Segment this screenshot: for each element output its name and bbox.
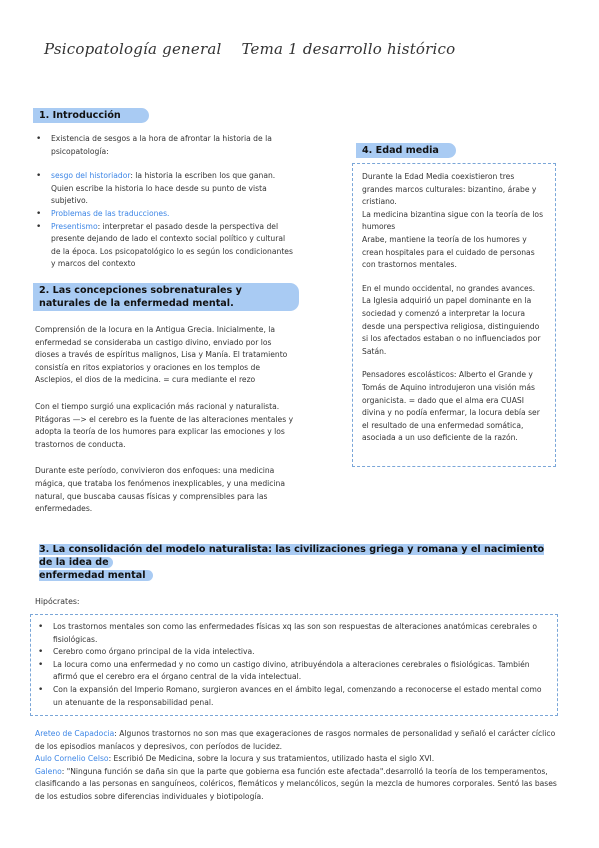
figures-list [35, 728, 557, 804]
section-1-heading: 1. Introducción [33, 108, 149, 123]
list-item: • La locura como una enfermedad y no como un castigo divino, atribuyéndola a alteraciones cerebrales o fisiológicas. También afirmó que el cerebro era el órgano central de la vida intelectual. [35, 659, 551, 684]
term-sesgo: sesgo del historiador [51, 171, 131, 181]
figure-celso: Aulo Cornelio Celso: Escribió De Medicina, sobre la locura y sus tratamientos, utilizado hasta el siglo XVI. [35, 754, 435, 764]
figure-areteo: Areteo de Capadocia: Algunos trastornos no son mas que exageraciones de rasgos normales de personalidad y señaló el carácter cíclico de los episodios maníacos y depresivos, con períodos de lucidez. [35, 729, 556, 751]
section-3-heading-line2: enfermedad mental [39, 570, 153, 581]
list-item [33, 208, 293, 221]
page-title [44, 40, 455, 58]
section-3-heading [33, 542, 567, 583]
term-traducciones: Problemas de las traducciones. [51, 208, 170, 218]
paragraph: En el mundo occidental, no grandes avances. La Iglesia adquirió un papel dominante en la sociedad y comenzó a interpretar la locura desde una perspectiva religiosa, distinguiendo si los afectados estaban o no influenciados por Satán. [362, 283, 541, 356]
topic-title: Tema 1 desarrollo histórico [241, 40, 456, 58]
paragraph: Comprensión de la locura en la Antigua Grecia. Inicialmente, la enfermedad se consideraba un castigo divino, enviado por los dioses a través de espíritus malignos, Lisa y Manía. El tratamiento consistía en ritos expiatorios y oraciones en los templos de Asclepios, el dios de la medicina. = cura mediante el rezo [35, 325, 288, 385]
hipocrates-list [35, 621, 551, 709]
list-item: • Los trastornos mentales son como las enfermedades físicas xq las son son respuestas de alteraciones anatómicas cerebrales o fisiológicas. [35, 621, 551, 646]
bias-list [33, 170, 293, 271]
list-item: • Presentismo: interpretar el pasado desde la perspectiva del presente dejando de lado el contexto social político y cultural de la época. Los psicopatológico lo es según los condicionantes y marcos del contexto [33, 221, 293, 271]
paragraph: Pensadores escolásticos: Alberto el Grande y Tomás de Aquino introdujeron una visión más organicista. = dado que el alma era CUASI divina y no podía enfermar, la locura debía ser el resultado de una enfermedad somática, asociada a un uso deficiente de la razón. [362, 370, 540, 443]
list-item: • sesgo del historiador: la historia la escriben los que ganan. Quien escribe la historia lo hace desde su punto de vista subjetivo. [33, 170, 293, 208]
paragraph: Con el tiempo surgió una explicación más racional y naturalista. Pitágoras —> el cerebro es la fuente de las alteraciones mentales y adopta la teoría de los humores para explicar las emociones y los trastornos de conducta. [35, 401, 294, 449]
list-item: • Cerebro como órgano principal de la vida intelectiva. [35, 646, 551, 659]
section-1-body [33, 133, 293, 271]
section-4-heading: 4. Edad media [356, 143, 456, 158]
section-2-heading: 2. Las concepciones sobrenaturales y naturales de la enfermedad mental. [33, 283, 299, 311]
term-presentismo: Presentismo [51, 221, 98, 231]
list-item: • Existencia de sesgos a la hora de afrontar la historia de la psicopatología: [33, 133, 293, 158]
paragraph: Durante la Edad Media coexistieron tres grandes marcos culturales: bizantino, árabe y cristiano. La medicina bizantina sigue con la teoría de los humores Arabe, mantiene la teoría de los humores y crean hospitales para el cuidado de personas con trastornos mentales. [362, 172, 544, 270]
section-3-heading-line1: 3. La consolidación del modelo naturalista: las civilizaciones griega y romana y el nacimiento de la idea de [39, 544, 545, 568]
figure-galeno: Galeno: "Ninguna función se daña sin que la parte que gobierna esa función este afectada".desarrolló la teoría de los temperamentos, clasificando a las personas en sanguíneos, coléricos, flemáticos y melancólicos, según la mezcla de humores corporales. Sentó las bases de los estudios sobre diferencias individuales y biotipología. [35, 766, 557, 801]
subject-title: Psicopatología general [44, 40, 222, 58]
section-4-box [352, 163, 556, 467]
hipocrates-box [30, 614, 558, 716]
hipocrates-subheading: Hipócrates: [35, 597, 80, 606]
intro-bullets [33, 133, 293, 158]
section-2-body [35, 324, 297, 516]
paragraph: Durante este período, convivieron dos enfoques: una medicina mágica, que trataba los fenómenos inexplicables, y una medicina natural, que buscaba causas físicas y comprensibles para las enfermedades. [35, 466, 286, 514]
list-item: • Con la expansión del Imperio Romano, surgieron avances en el ámbito legal, comenzando a reconocerse el estado mental como un atenuante de la responsabilidad penal. [35, 684, 551, 709]
